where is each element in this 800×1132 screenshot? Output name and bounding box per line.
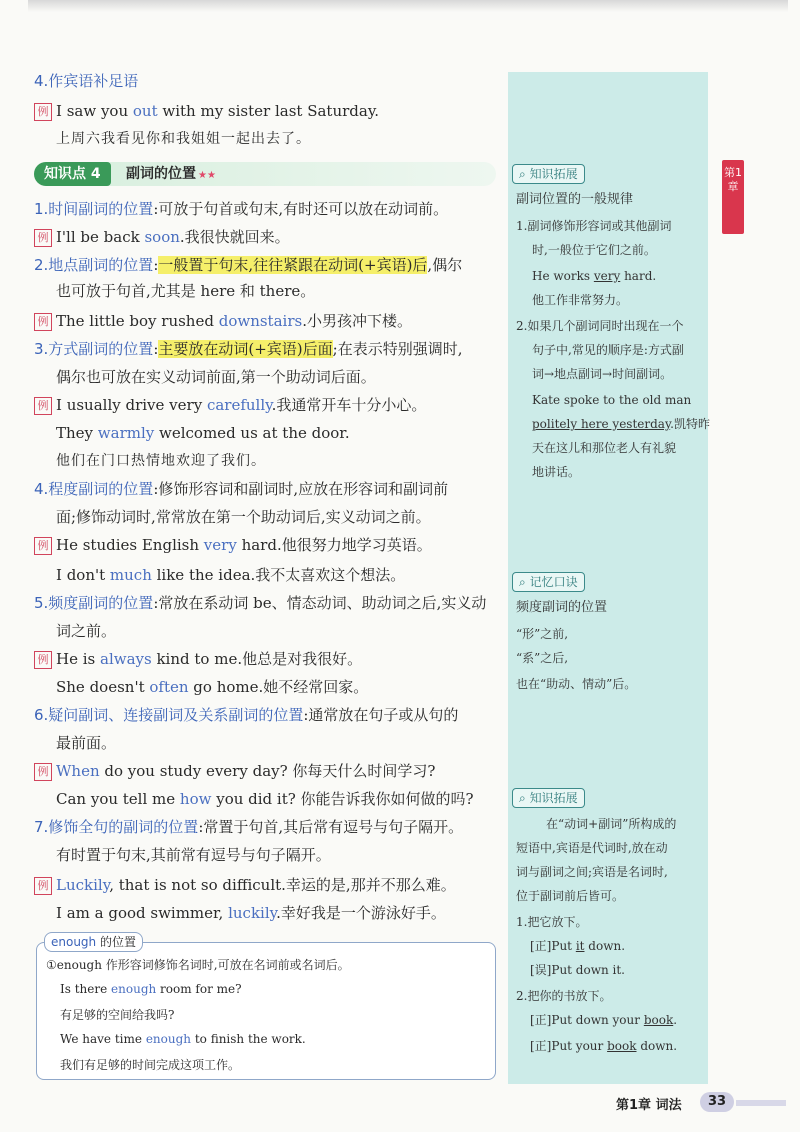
sidebar-line: 他工作非常努力。 <box>532 293 629 307</box>
item-text: 也可放于句首,尤其是 here 和 there。 <box>56 282 316 300</box>
example-line: I am a good swimmer, luckily.幸好我是一个游泳好手。 <box>56 904 446 922</box>
sidebar-line: 句子中,常见的顺序是:方式副 <box>532 343 684 357</box>
sidebar-line: 在“动词+副词”所构成的 <box>546 817 677 831</box>
example-line: 例 He studies English very hard.他很努力地学习英语。 <box>34 534 432 556</box>
section-banner <box>34 162 496 186</box>
section-tag: 知识点 4 <box>34 162 111 186</box>
example-mark-icon: 例 <box>34 763 52 781</box>
item-heading: 3.方式副词的位置:主要放在动词(+宾语)后面;在表示特别强调时, <box>34 340 463 358</box>
item-heading: 7.修饰全句的副词的位置:常置于句首,其后常有逗号与句子隔开。 <box>34 818 464 836</box>
sidebar-line: 1.副词修饰形容词或其他副词 <box>516 219 672 233</box>
item-heading: 1.时间副词的位置:可放于句首或句末,有时还可以放在动词前。 <box>34 200 449 218</box>
item-text: 偶尔也可放在实义动词前面,第一个助动词后面。 <box>56 368 376 386</box>
note-line: 我们有足够的时间完成这项工作。 <box>60 1058 241 1072</box>
sidebar-line: [误]Put down it. <box>530 963 625 977</box>
note-line: 有足够的空间给我吗? <box>60 1008 175 1022</box>
example-mark-icon: 例 <box>34 397 52 415</box>
example-translation: 他们在门口热情地欢迎了我们。 <box>56 453 266 469</box>
sidebar-line: [正]Put it down. <box>530 939 626 953</box>
item-heading: 5.频度副词的位置:常放在系动词 be、情态动词、助动词之后,实义动 <box>34 594 487 612</box>
sidebar-tag-knowledge: ⌕ 知识拓展 <box>512 164 585 184</box>
sidebar-line: Kate spoke to the old man <box>532 393 692 407</box>
example-line: 例 The little boy rushed downstairs.小男孩冲下楼。 <box>34 310 412 332</box>
sidebar-line: He works very hard. <box>532 269 657 283</box>
page-top-edge <box>28 0 788 12</box>
sidebar-line: 位于副词前后皆可。 <box>516 889 625 903</box>
item-text: 有时置于句末,其前常有逗号与句子隔开。 <box>56 846 331 864</box>
sidebar-line: 1.把它放下。 <box>516 915 588 929</box>
sidebar-line: 短语中,宾语是代词时,放在动 <box>516 841 668 855</box>
sidebar-tag-mnemonic: ⌕ 记忆口诀 <box>512 572 585 592</box>
footer-chapter-title: 第1章 词法 <box>616 1098 682 1113</box>
sidebar-line: politely here yesterday.凯特昨 <box>532 417 710 431</box>
sidebar-line: 词与副词之间;宾语是名词时, <box>516 865 668 879</box>
sidebar-line: [正]Put down your book. <box>530 1013 678 1027</box>
item-heading: 6.疑问副词、连接副词及关系副词的位置:通常放在句子或从句的 <box>34 706 459 724</box>
magnifier-icon: ⌕ <box>519 167 526 181</box>
item-heading: 2.地点副词的位置:一般置于句末,往往紧跟在动词(+宾语)后,偶尔 <box>34 256 463 274</box>
note-line: ①enough 作形容词修饰名词时,可放在名词前或名词后。 <box>46 958 350 972</box>
example-line: 例 I usually drive very carefully.我通常开车十分小心。 <box>34 394 426 416</box>
example-line: 例 I saw you out with my sister last Saturday. <box>34 100 379 122</box>
example-mark-icon: 例 <box>34 313 52 331</box>
sidebar-title: 频度副词的位置 <box>516 600 608 615</box>
item-text: 面;修饰动词时,常常放在第一个助动词后,实义动词之前。 <box>56 508 431 526</box>
sidebar-line: 也在“助动、情动”后。 <box>516 677 637 691</box>
example-mark-icon: 例 <box>34 877 52 895</box>
sidebar-line: 天在这儿和那位老人有礼貌 <box>532 441 677 455</box>
star-icon: ★★ <box>198 170 216 181</box>
magnifier-icon: ⌕ <box>519 575 526 589</box>
item-text: 词之前。 <box>56 622 117 640</box>
sidebar-line: 词→地点副词→时间副词。 <box>532 367 673 381</box>
section-title: 副词的位置 ★★ <box>126 166 216 182</box>
example-line: She doesn't often go home.她不经常回家。 <box>56 678 369 696</box>
example-line: Can you tell me how you did it? 你能告诉我你如何做的吗? <box>56 790 474 808</box>
item-heading: 4.作宾语补足语 <box>34 72 139 90</box>
example-line: I don't much like the idea.我不太喜欢这个想法。 <box>56 566 406 584</box>
example-line: They warmly welcomed us at the door. <box>56 424 350 442</box>
example-mark-icon: 例 <box>34 651 52 669</box>
example-mark-icon: 例 <box>34 229 52 247</box>
enough-note-tag: enough 的位置 <box>44 932 143 952</box>
sidebar-line: 地讲话。 <box>532 465 581 479</box>
footer-bar <box>736 1100 786 1106</box>
note-line: We have time enough to finish the work. <box>60 1032 306 1046</box>
note-line: Is there enough room for me? <box>60 982 242 996</box>
page-number: 33 <box>700 1092 734 1112</box>
example-line: 例 I'll be back soon.我很快就回来。 <box>34 226 290 248</box>
example-line: 例 Luckily, that is not so difficult.幸运的是,那并不那么难。 <box>34 874 456 896</box>
sidebar-line: 时,一般位于它们之前。 <box>532 243 656 257</box>
sidebar-tag-knowledge: ⌕ 知识拓展 <box>512 788 585 808</box>
sidebar-line: 2.如果几个副词同时出现在一个 <box>516 319 684 333</box>
chapter-tab: 第1章 <box>722 160 744 234</box>
example-mark-icon: 例 <box>34 103 52 121</box>
example-line: 例 When do you study every day? 你每天什么时间学习? <box>34 760 435 782</box>
sidebar-title: 副词位置的一般规律 <box>516 192 634 207</box>
sidebar-line: [正]Put your book down. <box>530 1039 678 1053</box>
example-mark-icon: 例 <box>34 537 52 555</box>
item-heading: 4.程度副词的位置:修饰形容词和副词时,应放在形容词和副词前 <box>34 480 449 498</box>
sidebar-line: 2.把你的书放下。 <box>516 989 612 1003</box>
sidebar-line: “系”之后, <box>516 651 569 665</box>
magnifier-icon: ⌕ <box>519 791 526 805</box>
example-translation: 上周六我看见你和我姐姐一起出去了。 <box>56 131 311 147</box>
example-line: 例 He is always kind to me.他总是对我很好。 <box>34 648 362 670</box>
sidebar-line: “形”之前, <box>516 627 569 641</box>
item-text: 最前面。 <box>56 734 117 752</box>
